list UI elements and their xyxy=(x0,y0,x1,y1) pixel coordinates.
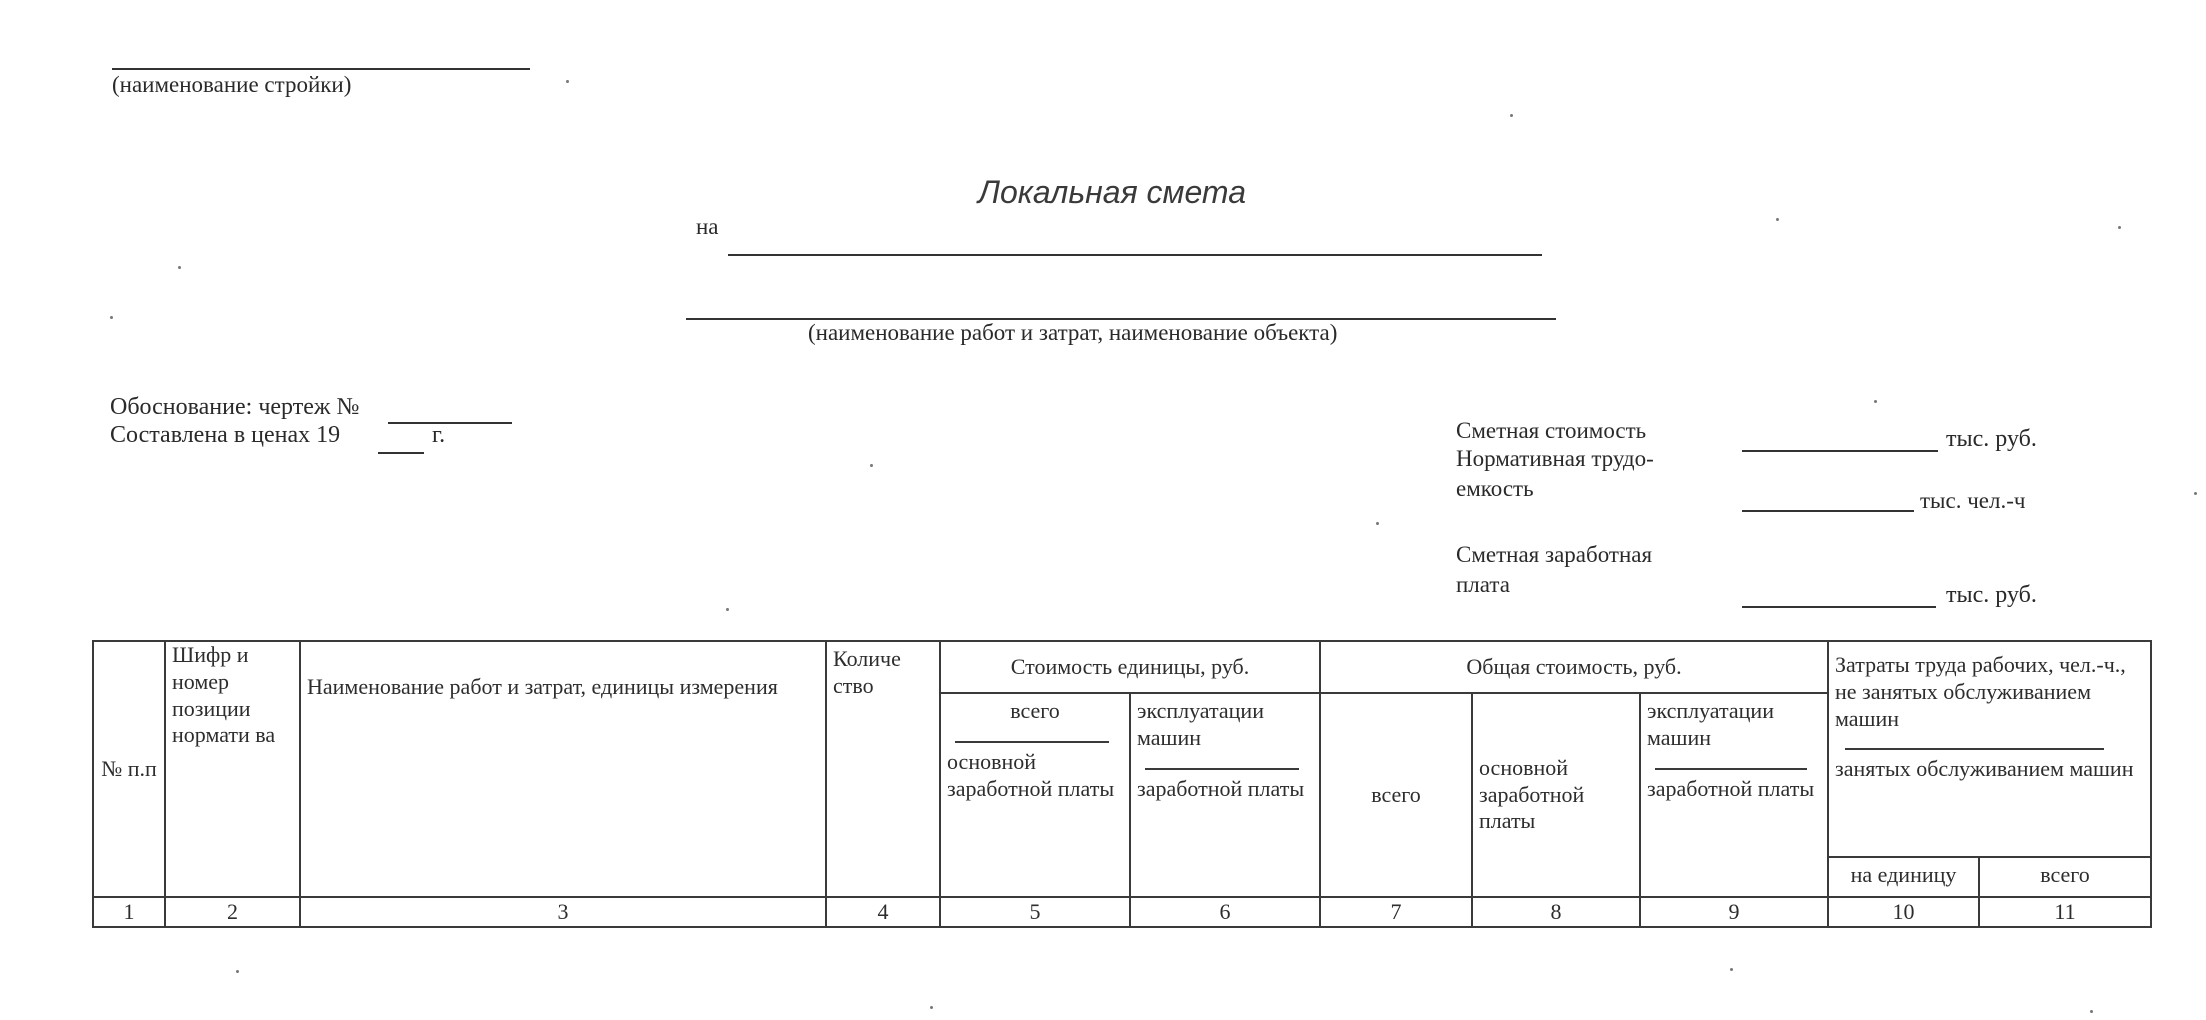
works-name-line-1 xyxy=(728,254,1542,256)
header-total-machines-wage: заработной платы xyxy=(1647,775,1815,801)
header-total-cost: Общая стоимость, руб. xyxy=(1320,641,1828,693)
header-labor-divider xyxy=(1845,748,2104,750)
scan-speck xyxy=(1510,114,1513,117)
summary-cost-unit: тыс. руб. xyxy=(1946,426,2037,452)
summary-cost-label: Сметная стоимость xyxy=(1456,418,1647,443)
scan-speck xyxy=(2194,492,2197,495)
summary-labor-unit: тыс. чел.-ч xyxy=(1920,488,2026,513)
header-total-all: всего xyxy=(1320,693,1472,897)
header-name: Наименование работ и затрат, единицы измерения xyxy=(300,641,826,897)
header-labor-total: всего xyxy=(1979,857,2151,897)
scan-speck xyxy=(1776,218,1779,221)
scan-speck xyxy=(2118,226,2121,229)
header-labor-text: Затраты труда рабочих, чел.-ч., не занятых обслуживанием машин xyxy=(1835,652,2126,731)
construction-name-line xyxy=(112,68,530,70)
scan-speck xyxy=(566,80,569,83)
column-number: 1 xyxy=(93,897,165,927)
scan-speck xyxy=(110,316,113,319)
summary-labor-label-2: емкость xyxy=(1456,476,1534,501)
header-labor xyxy=(1828,641,2151,857)
header-total-machines xyxy=(1640,693,1828,897)
scan-speck xyxy=(726,608,729,611)
column-number: 2 xyxy=(165,897,300,927)
summary-cost-line xyxy=(1742,450,1938,452)
basis-drawing: Обоснование: чертеж № xyxy=(110,394,360,420)
header-num: № п.п xyxy=(93,641,165,897)
drawing-number-line xyxy=(388,422,512,424)
header-unit-base-wage: основной заработной платы xyxy=(947,748,1115,801)
header-code: Шифр и номер позиции нормати ва xyxy=(165,641,300,897)
works-caption: (наименование работ и затрат, наименование объекта) xyxy=(808,320,1338,345)
price-year-line xyxy=(378,452,424,454)
header-total-machines-label: эксплуатации машин xyxy=(1647,698,1774,750)
scan-speck xyxy=(236,970,239,973)
header-unit-total-divider xyxy=(955,741,1109,743)
column-number: 5 xyxy=(940,897,1130,927)
column-number: 10 xyxy=(1828,897,1979,927)
column-number: 9 xyxy=(1640,897,1828,927)
scan-speck xyxy=(1730,968,1733,971)
header-unit-machines xyxy=(1130,693,1320,897)
summary-wage-line xyxy=(1742,606,1936,608)
header-total-machines-divider xyxy=(1655,768,1807,770)
header-labor-per-unit: на единицу xyxy=(1828,857,1979,897)
header-unit-machines-divider xyxy=(1145,768,1299,770)
header-unit-total xyxy=(940,693,1130,897)
header-unit-total-label: всего xyxy=(1010,698,1060,723)
summary-wage-label-1: Сметная заработная xyxy=(1456,542,1653,567)
summary-labor-line xyxy=(1742,510,1914,512)
basis-prices: Составлена в ценах 19 xyxy=(110,422,341,448)
summary-labor-label-1: Нормативная трудо- xyxy=(1456,446,1654,471)
column-number: 8 xyxy=(1472,897,1640,927)
summary-wage-unit: тыс. руб. xyxy=(1946,582,2037,608)
title-prefix-na: на xyxy=(696,214,719,239)
scan-speck xyxy=(930,1006,933,1009)
column-number: 4 xyxy=(826,897,940,927)
column-number: 3 xyxy=(300,897,826,927)
scan-speck xyxy=(1376,522,1379,525)
scan-speck xyxy=(1874,400,1877,403)
column-number: 6 xyxy=(1130,897,1320,927)
summary-wage-label-2: плата xyxy=(1456,572,1510,597)
header-unit-machines-wage: заработной платы xyxy=(1137,775,1305,801)
header-total-base-wage: основной заработной платы xyxy=(1472,693,1640,897)
basis-year-suffix: г. xyxy=(432,422,446,448)
scan-speck xyxy=(178,266,181,269)
column-number: 11 xyxy=(1979,897,2151,927)
column-number: 7 xyxy=(1320,897,1472,927)
scan-speck xyxy=(2090,1010,2093,1013)
header-unit-cost: Стоимость единицы, руб. xyxy=(940,641,1320,693)
header-qty: Количе ство xyxy=(826,641,940,897)
header-unit-machines-label: эксплуатации машин xyxy=(1137,698,1264,750)
page-title: Локальная смета xyxy=(978,174,1247,210)
construction-caption: (наименование стройки) xyxy=(112,72,352,97)
estimate-table xyxy=(92,640,2152,928)
header-labor-machines: занятых обслуживанием машин xyxy=(1835,756,2134,782)
scan-speck xyxy=(870,464,873,467)
